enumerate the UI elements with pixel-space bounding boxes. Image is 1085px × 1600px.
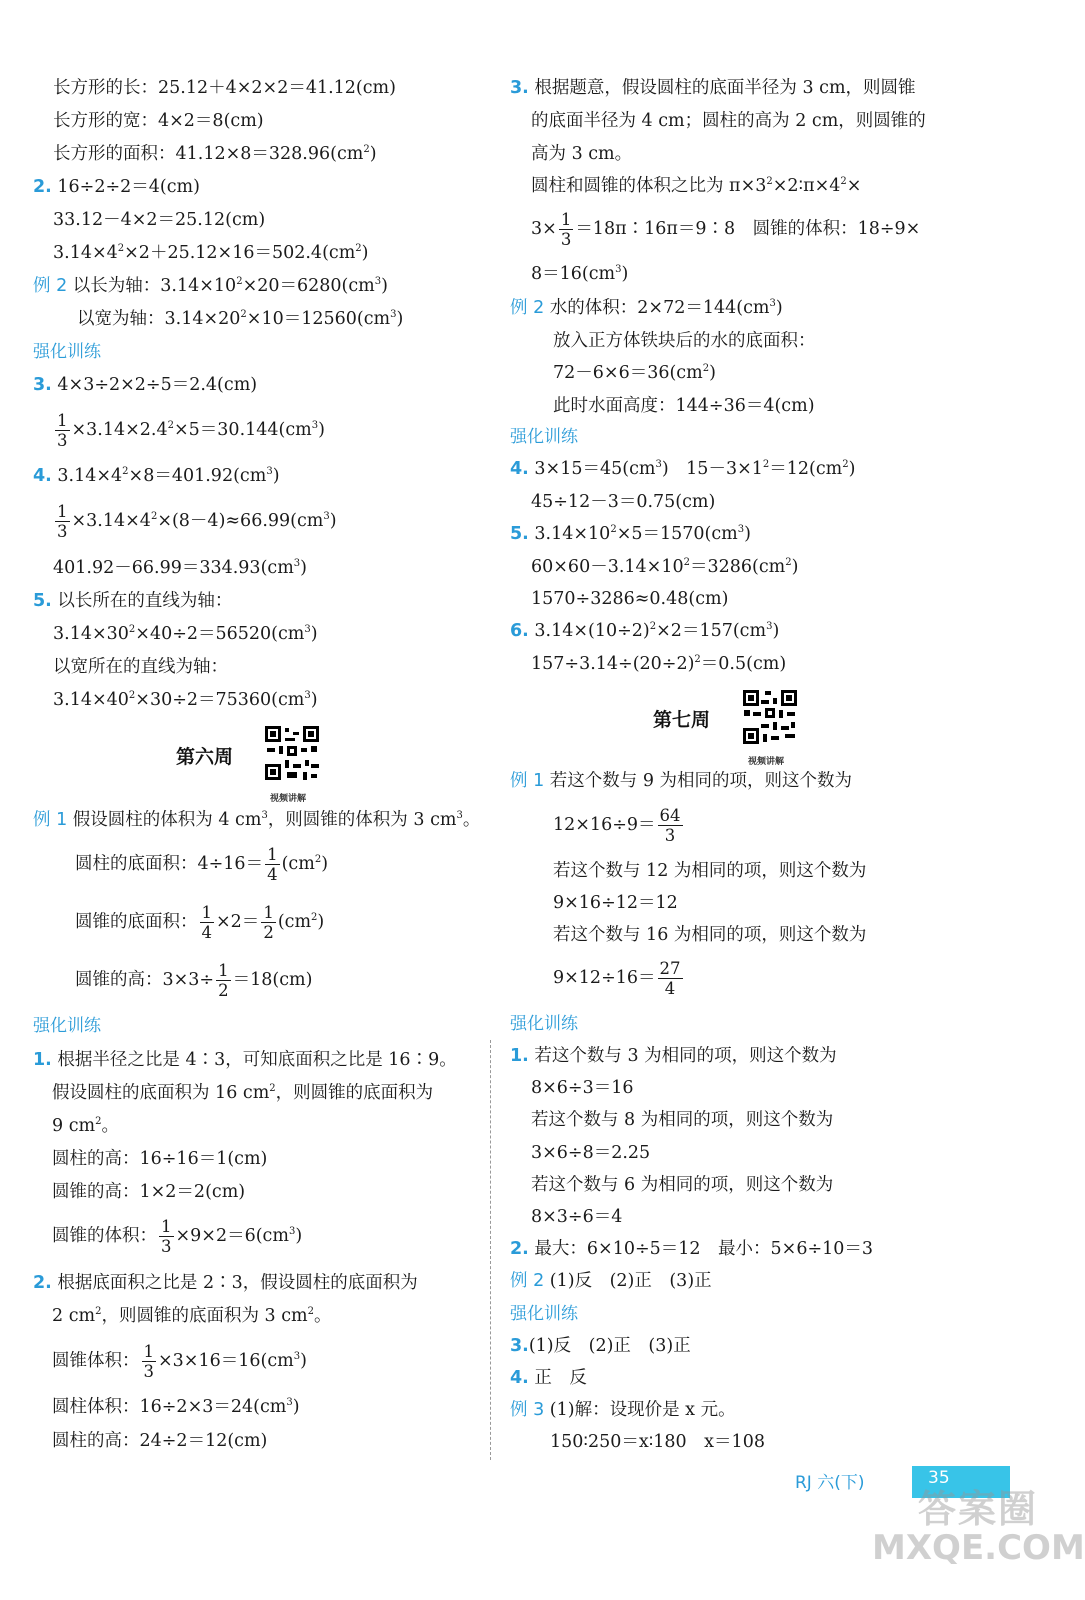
text-line: 长方形的面积：$41.12\times 8=328.96(cm^2)$ bbox=[53, 144, 377, 164]
text-line: 假设圆柱的底面积为 16 $cm^2$，则圆锥的底面积为 bbox=[52, 1083, 434, 1103]
text-line: $401.92-66.99=334.93(cm^3)$ bbox=[53, 558, 307, 578]
text-line: 3×6÷8＝2.25 bbox=[531, 1143, 651, 1163]
text-line: 若这个数与 12 为相同的项，则这个数为 bbox=[553, 861, 867, 881]
example-3: 例 3 (1)解：设现价是 x 元。 bbox=[510, 1400, 736, 1420]
text-line: 9 $cm^2$。 bbox=[52, 1116, 119, 1136]
problem-number: 1. bbox=[510, 1046, 529, 1066]
text-line: $\frac{1}{3}$ $\times 3.14\times 2.4^2\times 5=30.144(cm^3)$ bbox=[57, 411, 325, 450]
problem-number: 3. bbox=[510, 1336, 529, 1356]
problem-number: 4. bbox=[33, 466, 52, 486]
problem-6: 6. $3.14\times(10\div 2)^2\times 2=157(cm^3)$ bbox=[510, 621, 780, 641]
problem-number: 3. bbox=[33, 375, 52, 395]
text-line: 8×6÷3＝16 bbox=[531, 1078, 634, 1098]
fraction: $\frac{1}{3}$ bbox=[57, 502, 68, 541]
text-line: 45÷12－3＝0.75(cm) bbox=[531, 492, 716, 512]
fraction: $\frac{1}{3}$ bbox=[161, 1217, 172, 1256]
example-2: 例 2 以长为轴：$3.14\times 10^2\times 20=6280(cm^3)$ bbox=[33, 276, 388, 296]
text-line: 圆锥体积： $\frac{1}{3}$ $\times 3\times 16=16(cm^3)$ bbox=[52, 1342, 307, 1381]
text-line: 以宽为轴：$3.14\times 20^2\times 10=12560(cm^3)$ bbox=[77, 309, 404, 329]
text-line: 9×12÷16＝ $\frac{27}{4}$ bbox=[553, 959, 681, 998]
text-line: 若这个数与 16 为相同的项，则这个数为 bbox=[553, 925, 867, 945]
example-1: 例 1 若这个数与 9 为相同的项，则这个数为 bbox=[510, 771, 853, 791]
section-heading: 强化训练 bbox=[33, 1016, 101, 1036]
problem-number: 2. bbox=[510, 1239, 529, 1259]
problem-number: 6. bbox=[510, 621, 529, 641]
problem-number: 1. bbox=[33, 1050, 52, 1070]
section-heading: 强化训练 bbox=[510, 427, 578, 447]
fraction: $\frac{1}{3}$ bbox=[560, 210, 572, 249]
problem-number: 4. bbox=[510, 1368, 529, 1388]
fraction: $\frac{1}{3}$ bbox=[57, 411, 68, 450]
text-line: $3.14\times 30^2\times 40\div 2=56520(cm^3)$ bbox=[53, 624, 318, 644]
problem-2: 2. 最大：6×10÷5＝12 最小：5×6÷10＝3 bbox=[510, 1239, 874, 1259]
fraction: $\frac{1}{2}$ bbox=[263, 903, 274, 942]
text-line: $3.14\times 4^2\times 2+25.12\times 16=502.4(cm^2)$ bbox=[53, 243, 369, 263]
text-line: 此时水面高度：144÷36＝4(cm) bbox=[553, 396, 815, 416]
fraction: $\frac{1}{2}$ bbox=[218, 961, 229, 1000]
problem-number: 5. bbox=[510, 524, 529, 544]
problem-number: 4. bbox=[510, 459, 529, 479]
text-line: $60\times 60-3.14\times 10^2=3286(cm^2)$ bbox=[531, 557, 799, 577]
problem-5: 5. 以长所在的直线为轴： bbox=[33, 591, 233, 611]
text-line: $8=16(cm^3)$ bbox=[531, 264, 629, 284]
fraction: $\frac{27}{4}$ bbox=[659, 959, 681, 998]
text-line: 150∶250＝x∶180 x＝108 bbox=[550, 1432, 765, 1452]
text-line: 33.12－4×2＝25.12(cm) bbox=[53, 210, 266, 230]
text-line: 以宽所在的直线为轴： bbox=[53, 657, 228, 677]
text-line: 长方形的宽：4×2＝8(cm) bbox=[53, 111, 264, 131]
text-line: 12×16÷9＝ $\frac{64}{3}$ bbox=[553, 806, 681, 845]
week-7-heading: 第七周 bbox=[653, 709, 711, 731]
fraction: $\frac{1}{4}$ bbox=[201, 903, 212, 942]
problem-2: 2. 16÷2÷2＝4(cm) bbox=[33, 177, 200, 197]
text-line: 圆锥的高：3×3÷ $\frac{1}{2}$ ＝18(cm) bbox=[75, 961, 313, 1000]
text-line: 9×16÷12＝12 bbox=[553, 893, 678, 913]
problem-1: 1. 若这个数与 3 为相同的项，则这个数为 bbox=[510, 1046, 837, 1066]
text-line: 8×3÷6＝4 bbox=[531, 1207, 623, 1227]
problem-4: 4. $3.14\times 4^2\times 8=401.92(cm^3)$ bbox=[33, 466, 280, 486]
problem-number: 5. bbox=[33, 591, 52, 611]
problem-4: 4. 正 反 bbox=[510, 1368, 587, 1388]
text-line: $157\div 3.14\div(20\div 2)^2=0.5(cm)$ bbox=[531, 654, 787, 674]
qr-code-icon[interactable] bbox=[263, 724, 321, 782]
problem-1: 1. 根据半径之比是 4∶3，可知底面积之比是 16∶9。 bbox=[33, 1050, 457, 1070]
qr-caption: 视频讲解 bbox=[748, 757, 785, 767]
text-line: 圆柱体积：$16\div 2\times 3=24(cm^3)$ bbox=[52, 1397, 300, 1417]
text-line: 圆柱的高：24÷2＝12(cm) bbox=[52, 1431, 268, 1451]
footer-label: RJ 六(下) bbox=[795, 1473, 865, 1493]
problem-number: 3. bbox=[510, 78, 529, 98]
qr-caption: 视频讲解 bbox=[270, 794, 307, 804]
watermark: 答案圈 bbox=[918, 1487, 1039, 1531]
example-2: 例 2 水的体积：$2\times 72=144(cm^3)$ bbox=[510, 298, 783, 318]
text-line: 圆锥的体积： $\frac{1}{3}$ $\times 9\times 2=6(cm^3)$ bbox=[52, 1217, 303, 1256]
text-line: $\frac{1}{3}$ $\times 3.14\times 4^2\times(8-4)\approx 66.99(cm^3)$ bbox=[57, 502, 337, 541]
text-line: 圆柱和圆锥的体积之比为 $\pi\times 3^2\times 2∶\pi\times 4^2\times$ bbox=[531, 176, 862, 196]
problem-2: 2. 根据底面积之比是 2∶3，假设圆柱的底面积为 bbox=[33, 1273, 418, 1293]
problem-5: 5. $3.14\times 10^2\times 5=1570(cm^3)$ bbox=[510, 524, 751, 544]
text-line: 圆柱的底面积：4÷16＝ $\frac{1}{4}$ $(cm^2)$ bbox=[75, 845, 329, 884]
text-line: 圆柱的高：16÷16＝1(cm) bbox=[52, 1149, 268, 1169]
text-line: 高为 3 cm。 bbox=[531, 144, 633, 164]
text-line: 放入正方体铁块后的水的底面积： bbox=[553, 331, 816, 351]
example-label: 例 2 bbox=[510, 1271, 545, 1291]
column-divider bbox=[490, 1040, 491, 1460]
problem-3: 3. 根据题意，假设圆柱的底面半径为 3 cm，则圆锥 bbox=[510, 78, 916, 98]
problem-number: 2. bbox=[33, 1273, 52, 1293]
text-line: 2 $cm^2$，则圆锥的底面积为 3 $cm^2$。 bbox=[52, 1306, 332, 1326]
text-line: 圆锥的底面积： $\frac{1}{4}$ ×2＝ $\frac{1}{2}$ $(cm^2)$ bbox=[75, 903, 325, 942]
text-line: 3× $\frac{1}{3}$ ＝18π∶16π＝9∶8 圆锥的体积：18÷9× bbox=[531, 210, 921, 249]
section-heading: 强化训练 bbox=[33, 342, 101, 362]
example-label: 例 2 bbox=[510, 298, 545, 318]
problem-number: 2. bbox=[33, 177, 52, 197]
example-1: 例 1 假设圆柱的体积为 4 $cm^3$，则圆锥的体积为 3 $cm^3$。 bbox=[33, 810, 481, 830]
example-label: 例 3 bbox=[510, 1400, 545, 1420]
section-heading: 强化训练 bbox=[510, 1014, 578, 1034]
example-2: 例 2 (1)反 (2)正 (3)正 bbox=[510, 1271, 712, 1291]
page-number: 35 bbox=[928, 1468, 950, 1488]
text-line: 若这个数与 8 为相同的项，则这个数为 bbox=[531, 1110, 834, 1130]
qr-code-icon[interactable] bbox=[741, 688, 799, 746]
problem-3: 3. 4×3÷2×2÷5＝2.4(cm) bbox=[33, 375, 258, 395]
section-heading: 强化训练 bbox=[510, 1304, 578, 1324]
fraction: $\frac{64}{3}$ bbox=[659, 806, 681, 845]
week-6-heading: 第六周 bbox=[176, 746, 234, 768]
problem-4: 4. $3\times 15=45(cm^3)$ $15-3\times 1^2=12(cm^2)$ bbox=[510, 459, 856, 479]
text-line: $72-6\times 6=36(cm^2)$ bbox=[553, 363, 716, 383]
text-line: 圆锥的高：1×2＝2(cm) bbox=[52, 1182, 246, 1202]
fraction: $\frac{1}{3}$ bbox=[143, 1342, 154, 1381]
text-line: 1570÷3286≈0.48(cm) bbox=[531, 589, 729, 609]
text-line: 若这个数与 6 为相同的项，则这个数为 bbox=[531, 1175, 834, 1195]
fraction: $\frac{1}{4}$ bbox=[267, 845, 278, 884]
text-line: $3.14\times 40^2\times 30\div 2=75360(cm^3)$ bbox=[53, 690, 318, 710]
problem-3: 3.(1)反 (2)正 (3)正 bbox=[510, 1336, 691, 1356]
text-line: 的底面半径为 4 cm；圆柱的高为 2 cm，则圆锥的 bbox=[531, 111, 926, 131]
watermark-url: MXQE.COM bbox=[872, 1528, 1085, 1568]
example-label: 例 2 bbox=[33, 276, 68, 296]
example-label: 例 1 bbox=[510, 771, 545, 791]
text-line: 长方形的长：25.12＋4×2×2＝41.12(cm) bbox=[53, 78, 396, 98]
example-label: 例 1 bbox=[33, 810, 68, 830]
